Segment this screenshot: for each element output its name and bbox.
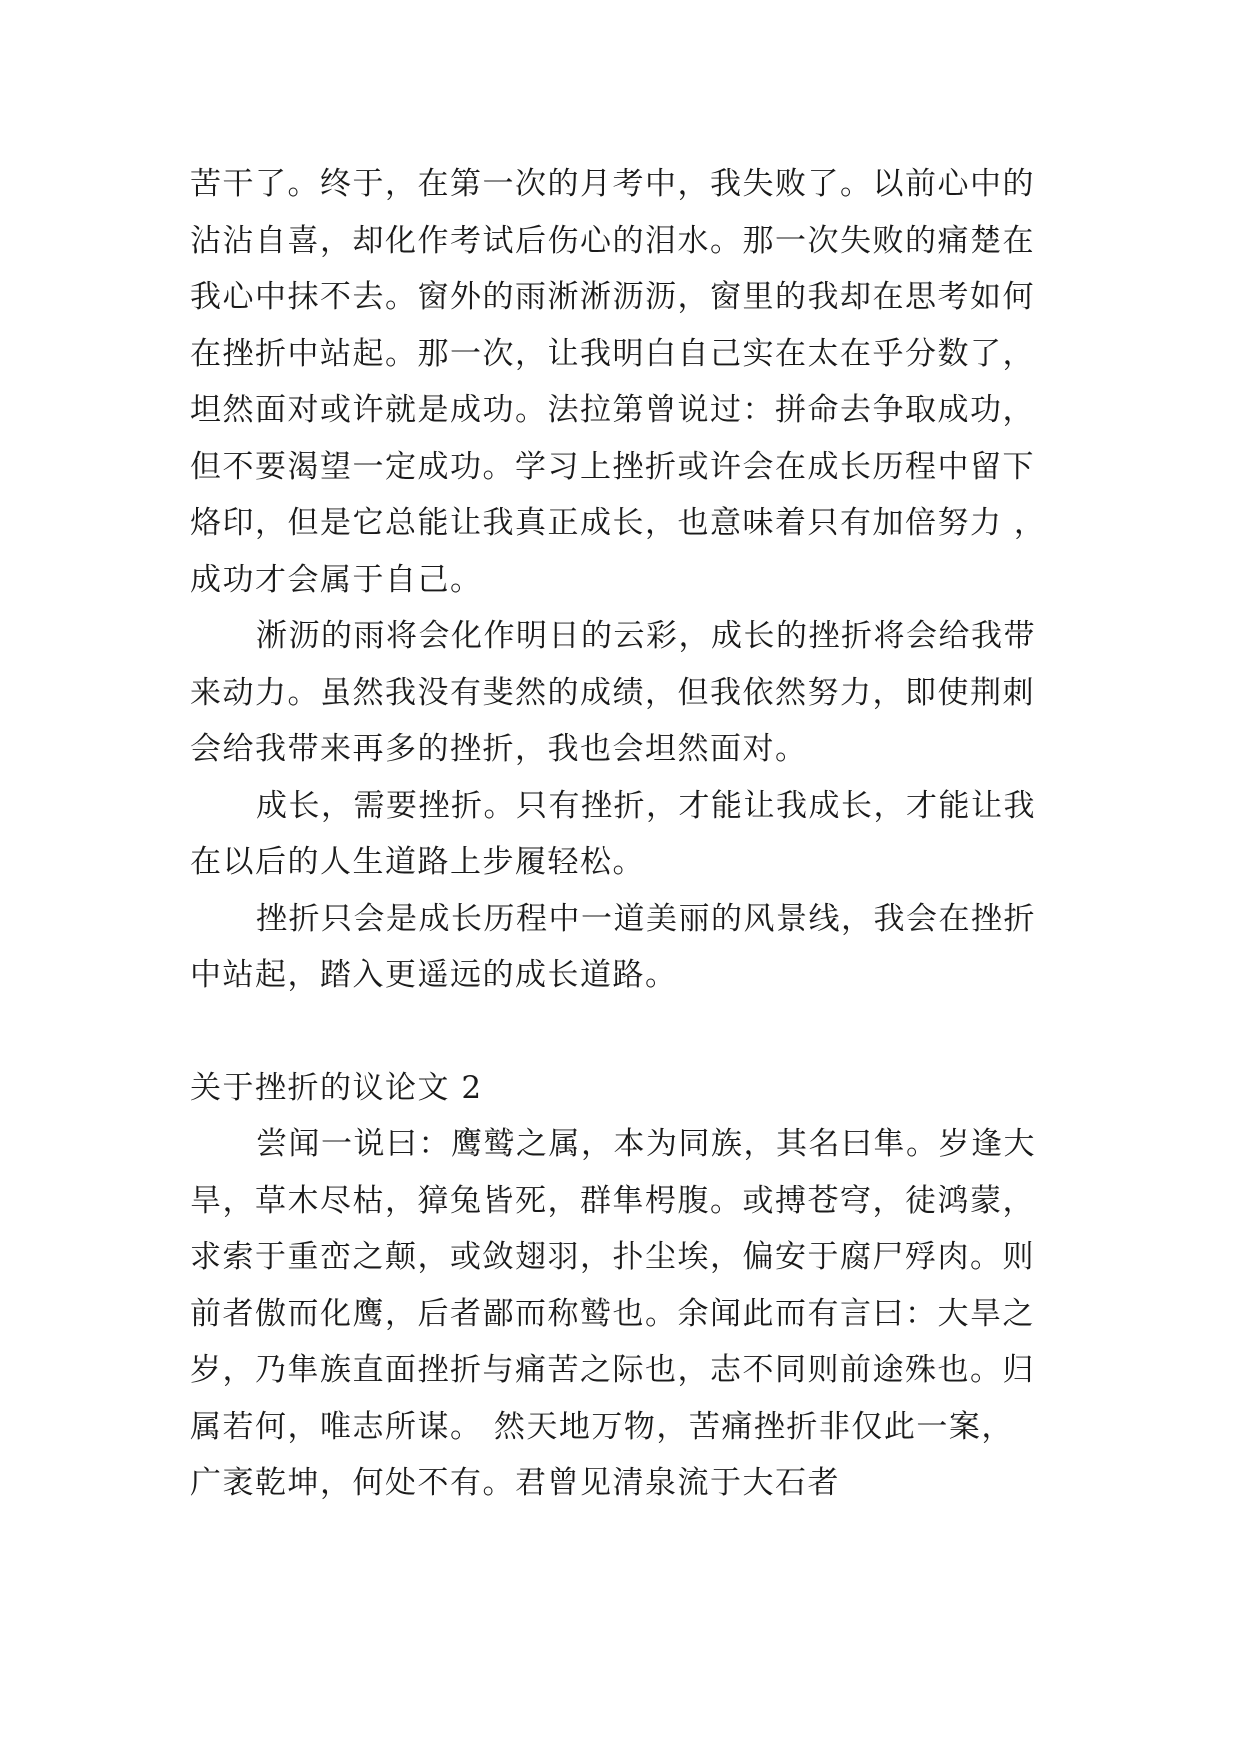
document-page [190,156,1090,1512]
text-line: 我心中抹不去。窗外的雨淅淅沥沥，窗里的我却在思考如何 [190,279,1035,315]
text-line: 在挫折中站起。那一次，让我明白自己实在太在乎分数了， [190,335,1035,372]
text-line: 来动力。虽然我没有斐然的成绩，但我依然努力，即使荆刺 [190,674,1035,711]
paragraph-4 [190,891,1090,1004]
text-line: 在以后的人生道路上步履轻松。 [190,844,645,880]
text-line: 前者傲而化鹰，后者鄙而称鹫也。余闻此而有言曰：大旱之 [190,1295,1035,1332]
paragraph-1 [190,156,1090,608]
text-line: 淅沥的雨将会化作明日的云彩，成长的挫折将会给我带 [256,618,1036,654]
paragraph-5 [190,1116,1090,1512]
text-line: 烙印，但是它总能让我真正成长，也意味着只有加倍努力 ， [190,505,1047,541]
text-line: 求索于重峦之颠，或敛翅羽，扑尘埃，偏安于腐尸殍肉。则 [190,1239,1035,1275]
text-line: 但不要渴望一定成功。学习上挫折或许会在成长历程中留下 [190,448,1035,485]
text-line: 中站起，踏入更遥远的成长道路。 [190,957,678,993]
text-line: 成长，需要挫折。只有挫折，才能让我成长，才能让我 [256,787,1036,824]
text-line: 广袤乾坤，何处不有。君曾见清泉流于大石者 [190,1465,840,1501]
text-line: 尝闻一说曰：鹰鹫之属，本为同族，其名曰隼。岁逢大 [256,1126,1036,1162]
paragraph-2 [190,608,1090,778]
text-line: 属若何，唯志所谋。 然天地万物，苦痛挫折非仅此一案， [190,1408,1014,1445]
section-gap [190,1004,1090,1060]
text-line: 挫折只会是成长历程中一道美丽的风景线，我会在挫折 [256,900,1036,937]
text-line: 苦干了。终于，在第一次的月考中，我失败了。以前心中的 [190,166,1035,202]
text-line: 旱，草木尽枯，獐兔皆死，群隼枵腹。或搏苍穹，徒鸿蒙， [190,1182,1035,1219]
text-line: 成功才会属于自己。 [190,561,483,598]
section-title: 关于挫折的议论文 2 [190,1069,483,1106]
text-line: 会给我带来再多的挫折，我也会坦然面对。 [190,731,808,767]
text-line: 坦然面对或许就是成功。法拉第曾说过：拼命去争取成功， [190,392,1035,428]
text-line: 岁，乃隼族直面挫折与痛苦之际也，志不同则前途殊也。归 [190,1352,1035,1388]
text-line: 沾沾自喜，却化作考试后伤心的泪水。那一次失败的痛楚在 [190,222,1035,259]
paragraph-3 [190,778,1090,891]
